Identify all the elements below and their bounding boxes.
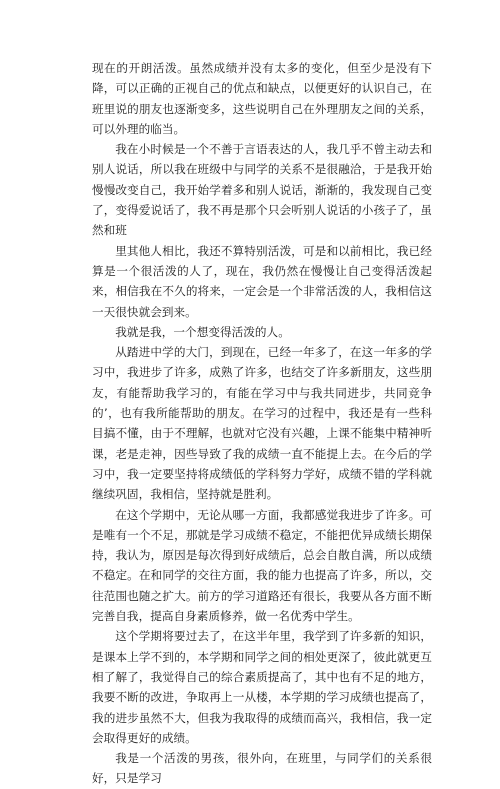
- paragraph-2: 我在小时候是一个不善于言语表达的人，我几乎不曾主动去和别人说话，所以我在班级中与同学的关系不是很融洽，于是我开始慢慢改变自己，我开始学着多和别人说话，渐渐的，我发现自己变了，变得爱说话了，我不再是那个只会听别人说话的小孩子了，虽然和班: [92, 142, 432, 238]
- paragraph-8: 我是一个活泼的男孩，很外向，在班里，与同学们的关系很好，只是学习: [92, 751, 432, 786]
- paragraph-1: 现在的开朗活泼。虽然成绩并没有太多的变化，但至少是没有下降，可以正确的正视自己的优点和缺点，以便更好的认识自己，在班里说的朋友也逐渐变多，这些说明自己在外理朋友之间的关系，可以外理的临当。: [92, 61, 432, 136]
- paragraph-5: 从踏进中学的大门，到现在，已经一年多了，在这一年多的学习中，我进步了许多，成熟了许多，也结交了许多新朋友，这些朋友，有能帮助我学习的，有能在学习中与我共同进步，共同竞争的’，也有我所能帮助的朋友。在学习的过程中，我还是有一些科目搞不懂，由于不理解，也就对它没有兴趣，上课不能集中精神听课，老是走神，因些导致了我的成绩一直不能提上去。在今后的学习中，我一定要坚持将成绩低的学科努力学好，成绩不错的学科就继续巩固，我相信，坚持就是胜利。: [92, 345, 432, 502]
- paragraph-6: 在这个学期中，无论从哪一方面，我都感觉我进步了许多。可是唯有一个不足，那就是学习成绩不稳定，不能把优异成绩长期保持，我认为，原因是每次得到好成绩后，总会自散自满，所以成绩不稳定。在和同学的交往方面，我的能力也提高了许多，所以，交往范围也随之扩大。前方的学习道路还有很长，我要从各方面不断完善自我，提高自身素质修养，做一名优秀中学生。: [92, 507, 432, 624]
- paragraph-4: 我就是我，一个想变得活泼的人。: [115, 324, 290, 339]
- paragraph-3: 里其他人相比，我还不算特别活泼，可是和以前相比，我已经算是一个很活泼的人了，现在，我仍然在慢慢让自己变得活泼起来，相信我在不久的将来，一定会是一个非常活泼的人，我相信这一天很快就会到来。: [92, 243, 432, 319]
- paragraph-7: 这个学期将要过去了，在这半年里，我学到了许多新的知识，是课本上学不到的，本学期和同学之间的相处更深了，彼此就更互相了解了，我觉得自己的综合素质提高了，其中也有不足的地方，我要不断的改进，争取再上一从楼，本学期的学习成绩也提高了，我的进步虽然不大，但我为我取得的成绩而高兴，我相信，我一定会取得更好的成绩。: [92, 629, 432, 745]
- document-page: [92, 58, 432, 789]
